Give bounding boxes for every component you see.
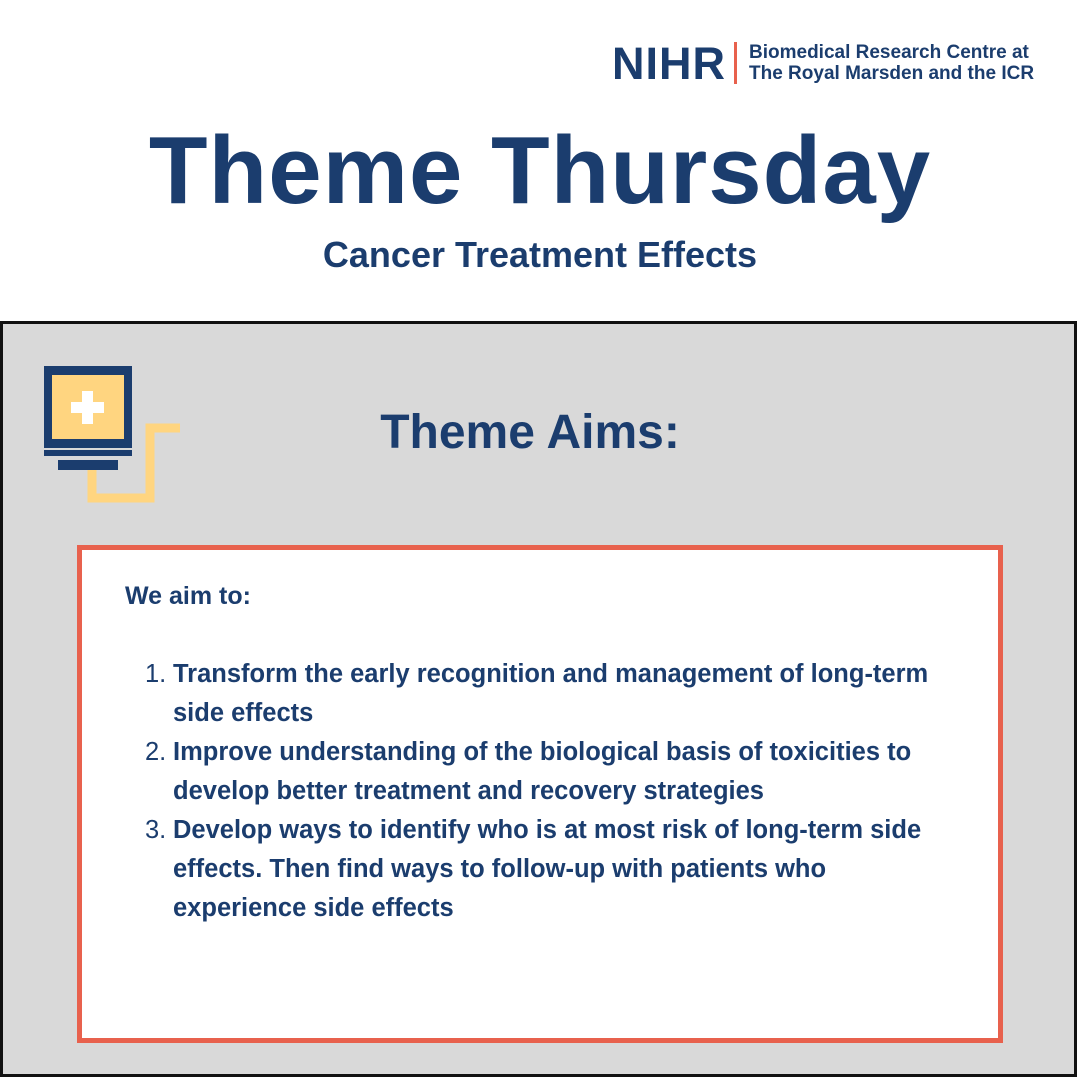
aims-intro: We aim to: [125,582,251,610]
aim-item-1 [145,655,965,733]
aims-list [145,655,965,928]
aim-number: 1. [145,660,167,688]
section-heading: Theme Aims: [380,406,680,459]
page-title: Theme Thursday [148,117,932,224]
logo-divider [734,42,737,84]
logo-text [749,42,1034,84]
aim-item-2 [145,733,965,811]
aim-text: Transform the early recognition and management of long-term side effects [173,660,929,727]
page-subtitle: Cancer Treatment Effects [322,234,758,275]
aim-number: 2. [145,738,167,766]
nihr-logo [612,37,1035,89]
aim-number: 3. [145,816,167,844]
medical-monitor-icon [40,362,185,507]
aim-text: Improve understanding of the biological basis of toxicities to develop better treatment and recovery strategies [173,738,912,805]
logo-line-2: The Royal Marsden and the ICR [749,63,1035,84]
logo-line-1: Biomedical Research Centre at [749,42,1029,63]
logo-mark: NIHR [612,37,726,89]
aim-text: Develop ways to identify who is at most risk of long-term side effects. Then find ways to follow-up with patients who experience side effects [173,816,922,922]
aim-item-3 [145,811,965,928]
